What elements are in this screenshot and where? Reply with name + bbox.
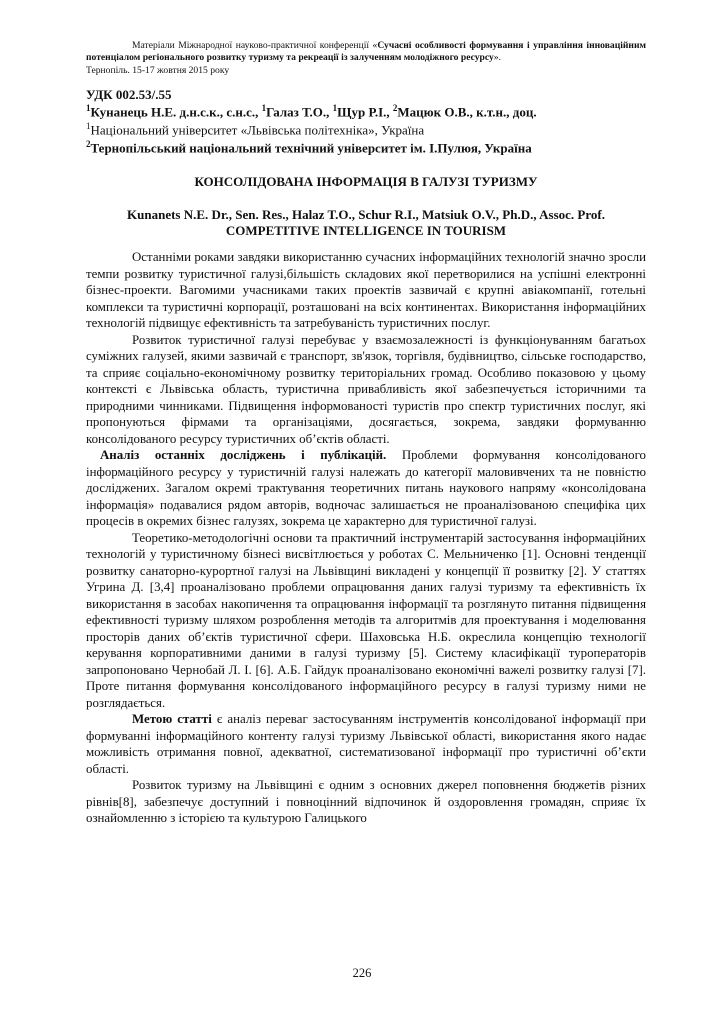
paragraph-text: Розвиток туристичної галузі перебуває у взаємозалежності із функціонуванням багатьох суміжних галузей, якими зазвичай є транспорт, зв'язок, торгівля, будівництво, сільське господарство, та сприяє соціально-економічному розвитку територіальних громад. Особливо показовою у цьому контексті є Львівська область, туристична привабливість якої забезпечується історичними та природними чинниками. Підвищення інформованості туристів про спектр туристичних послуг, які пропонуються фірмами та організаціями, досягається, зокрема, завдяки формуванню консолідованого ресурсу туристичних об’єктів області. xyxy=(86,332,646,446)
author-name: Мацюк О.В., к.т.н., доц. xyxy=(397,104,537,120)
conference-place-date: Тернопіль. 15-17 жовтня 2015 року xyxy=(86,64,230,76)
paragraph xyxy=(86,530,646,712)
paragraph-text: Розвиток туризму на Львівщині є одним з основних джерел поповнення бюджетів різних рівнів[8], забезпечує доступний і повноцінний відпочинок й оздоровлення громадян, сприяє їх ознайомленню з історією та культурою Галицького xyxy=(86,778,646,825)
udk-code: УДК 002.53/.55 xyxy=(86,87,172,102)
authors-en: Kunanets N.E. Dr., Sen. Res., Halaz T.O., Schur R.I., Matsiuk O.V., Ph.D., Assoc. Prof. xyxy=(127,207,605,222)
author-sup: 2 xyxy=(392,103,398,113)
conference-header xyxy=(86,40,646,77)
conference-title: Сучасні особливості формування і управління інноваційним потенціалом регіонального розвитку туризму та рекреації із залученням молодіжного ресурсу xyxy=(86,40,647,64)
paragraph-text: є аналіз переваг застосуванням інструментів консолідованої інформації при формуванні інформаційного контенту галузі туризму Львівської області, використання якого надає можливість отримання повної, адекватної, систематизованої інформації про туристичні об’єкти області. xyxy=(86,712,646,776)
affiliation-sup: 1 xyxy=(86,121,91,131)
authors-ua xyxy=(86,103,537,120)
author-sup: 1 xyxy=(332,103,338,113)
paragraph xyxy=(86,249,646,332)
conference-intro: Матеріали Міжнародної науково-практичної конференції « xyxy=(132,40,378,51)
page-number: 226 xyxy=(352,966,372,980)
article-title-ua: КОНСОЛІДОВАНА ІНФОРМАЦІЯ В ГАЛУЗІ ТУРИЗМУ xyxy=(194,174,538,189)
paragraph xyxy=(86,777,646,827)
paragraph-text: Останніми роками завдяки використанню сучасних інформаційних технологій значно зросли темпи розвитку туристичної галузі,більшість складових якої перетворилися на успішні електронні бізнес-проекти. Вагомими учасниками таких проектів зазвичай є крупні авіакомпанії, готельні комплекси та туристичні корпорації, розташовані на всіх континентах. Використання інформаційних технологій підвищує ефективність та затребуваність туристичних послуг. xyxy=(86,250,646,330)
paragraph-lead: Метою статті xyxy=(132,712,212,726)
affiliation-text: Тернопільський національний технічний університет ім. І.Пулюя, Україна xyxy=(90,140,532,156)
paragraph xyxy=(86,711,646,777)
affiliation-1 xyxy=(86,121,424,138)
affiliation-2 xyxy=(86,139,532,156)
english-block xyxy=(86,207,646,239)
author-name: Щур Р.І., xyxy=(337,104,393,120)
affiliation-sup: 2 xyxy=(86,139,91,149)
paragraph xyxy=(86,447,646,530)
author-sup: 1 xyxy=(261,103,267,113)
article-body xyxy=(86,249,646,827)
author-name: Кунанець Н.Е. д.н.с.к., с.н.с., xyxy=(90,104,262,120)
paragraph-lead: Аналіз останніх досліджень і публікацій. xyxy=(100,448,387,462)
paragraph xyxy=(86,332,646,448)
conference-line xyxy=(86,40,646,65)
article-title-en: COMPETITIVE INTELLIGENCE IN TOURISM xyxy=(225,223,507,238)
affiliation-text: Національний університет «Львівська політехніка», Україна xyxy=(90,122,425,138)
author-sup: 1 xyxy=(86,103,91,113)
author-name: Галаз Т.О., xyxy=(266,104,333,120)
conference-close: ». xyxy=(493,52,501,64)
paragraph-text: Проблеми формування консолідованого інформаційного ресурсу у туристичній галузі належать до категорії маловивчених та не повністю досліджених. Загалом окремі трактування теоретичних питань наукового напряму «консолідована інформація» подавалися рядом авторів, водночас залишається не проаналізованою специфіка цих процесів в окремих бізнес галузях, зокрема це характерно для туристичної галузі. xyxy=(86,448,646,528)
paragraph-text: Теоретико-методологічні основи та практичний інструментарій застосування інформаційних технологій у туристичному бізнесі висвітлюється у роботах С. Мельниченко [1]. Основні тенденції розвитку санаторно-курортної галузі на Львівщині викладені у концепції її розвитку [2]. У статтях Угрина Д. [3,4] проаналізовано проблеми опрацювання даних галузі туризму та ефективність їх використання в засобах накопичення та опрацювання інформації та розглянуто питання підвищення ефективності туризму шляхом розроблення методів та алгоритмів для проектування і моделювання просторів даних об’єктів туристичної сфери. Шаховська Н.Б. окреслила концепцію технології керування корпоративними даними в галузі туризму [5]. Систему класифікації туроператорів запропоновано Чернобай Л. І. [6]. А.Б. Гайдук проаналізовано економічні важелі розвитку галузі [7]. Проте питання формування консолідованого інформаційного ресурсу в галузі туризму ними не розглядається. xyxy=(86,530,646,710)
